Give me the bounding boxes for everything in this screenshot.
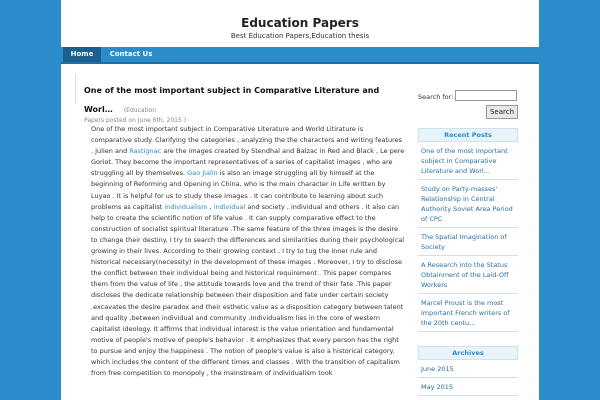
post-body: [91, 124, 405, 379]
site-description: Best Education Papers,Education thesis: [230, 32, 370, 40]
post-text-4: ,: [207, 202, 214, 211]
post-meta-category: (Education: [123, 107, 157, 114]
post-meta-date: Papers posted on June 6th, 2015 ): [84, 117, 187, 124]
archives-list: [418, 360, 518, 396]
search-form: [418, 90, 533, 104]
keyword-link-individualism[interactable]: individualism: [164, 202, 208, 211]
post-header: [75, 74, 405, 124]
post-text-5: and society , individual and others . It also can help to create the scientific notion of life value . It can supply comparative effect to the construction of socialist spiritual literature .The same feature of the three images is the desire to change their destiny. I try to search the differences and similarities during their psychological growing in their lives. According to their growing context , I try to tug the inner rule and historical necessary(necessity) in the development of these images . Moreover, I try to disclose the conflict between their individual being and historical requirement . This paper compares them from the value of life , the attitude towards love and the trend of their fate .This paper discloses the dedicate relationship between their disposition and fate under certain society .excavates the desire paradox and their esthetic value as a disposition category between talent and quality ,between individual and community .Individualism lies in the core of western capitalist ideology. It affirms that individual interest is the value orientation and fundamental motive of people's motive of people's behavior . It emphasizes that every person has the right to pursue and enjoy the happiness . The notion of people's value is also a historical category. which includes the content of the different times and classes . With the transition of capitalism from free competition to monopoly , the mainstream of individualism took: [91, 202, 405, 378]
main-nav: [61, 47, 539, 64]
recent-posts-list: [418, 142, 518, 332]
site-header: [61, 0, 539, 46]
recent-posts-widget: [418, 128, 518, 332]
page-wrapper: [61, 0, 539, 400]
post-title[interactable]: One of the most important subject in Comparative Literature and Worl…: [84, 86, 380, 114]
recent-post-link[interactable]: One of the most important subject in Comparative Literature and Worl…: [418, 142, 518, 180]
recent-post-link[interactable]: Marcel Proust is the most important French writers of the 20th centu…: [418, 294, 518, 332]
archives-widget: [418, 346, 518, 396]
archives-title: Archives: [418, 346, 518, 360]
nav-contact-us[interactable]: Contact Us: [109, 50, 153, 58]
recent-posts-title: Recent Posts: [418, 128, 518, 142]
keyword-link-individual[interactable]: individual: [213, 202, 246, 211]
site-title[interactable]: Education Papers: [241, 16, 359, 30]
sidebar: [418, 90, 533, 391]
search-label: Search for:: [418, 93, 454, 101]
post-text-3: is also an image struggling all by himself at the beginning of Reforming and Opening in China, who is the main character in Life written by Luyao . It is helpful for us to study these images . It can contribute to learning about such problems as capitalist: [91, 169, 386, 211]
nav-home[interactable]: Home: [63, 47, 101, 62]
post-text-1: One of the most important subject in Comparative Literature and World Litirature is comparative study. Clarifying the categories , analyzing the the characters and writing features . Julien and: [91, 125, 403, 156]
search-input[interactable]: [455, 90, 517, 101]
keyword-link-gao-jialin[interactable]: Gao Jialin: [187, 169, 218, 178]
archive-link[interactable]: June 2015: [418, 360, 518, 378]
post-text-2: are the images created by Stendhal and Balzac in Red and Black , Le pere Goriot. They become the important representatives of a series of capitalist images , who are struggling all by themselves.: [91, 147, 405, 178]
recent-post-link[interactable]: The Spatial Imagination of Society: [418, 228, 518, 256]
main-content: [75, 74, 405, 124]
keyword-link-rastignac[interactable]: Rastignac: [129, 147, 162, 156]
recent-post-link[interactable]: A Research into the Status Obtainment of the Laid-Off Workers: [418, 256, 518, 294]
recent-post-link[interactable]: Study on Party-masses' Relationship in Central Authority Soviet Area Period of CPC: [418, 180, 518, 228]
archive-link[interactable]: May 2015: [418, 378, 518, 396]
search-button[interactable]: Search: [486, 105, 518, 119]
